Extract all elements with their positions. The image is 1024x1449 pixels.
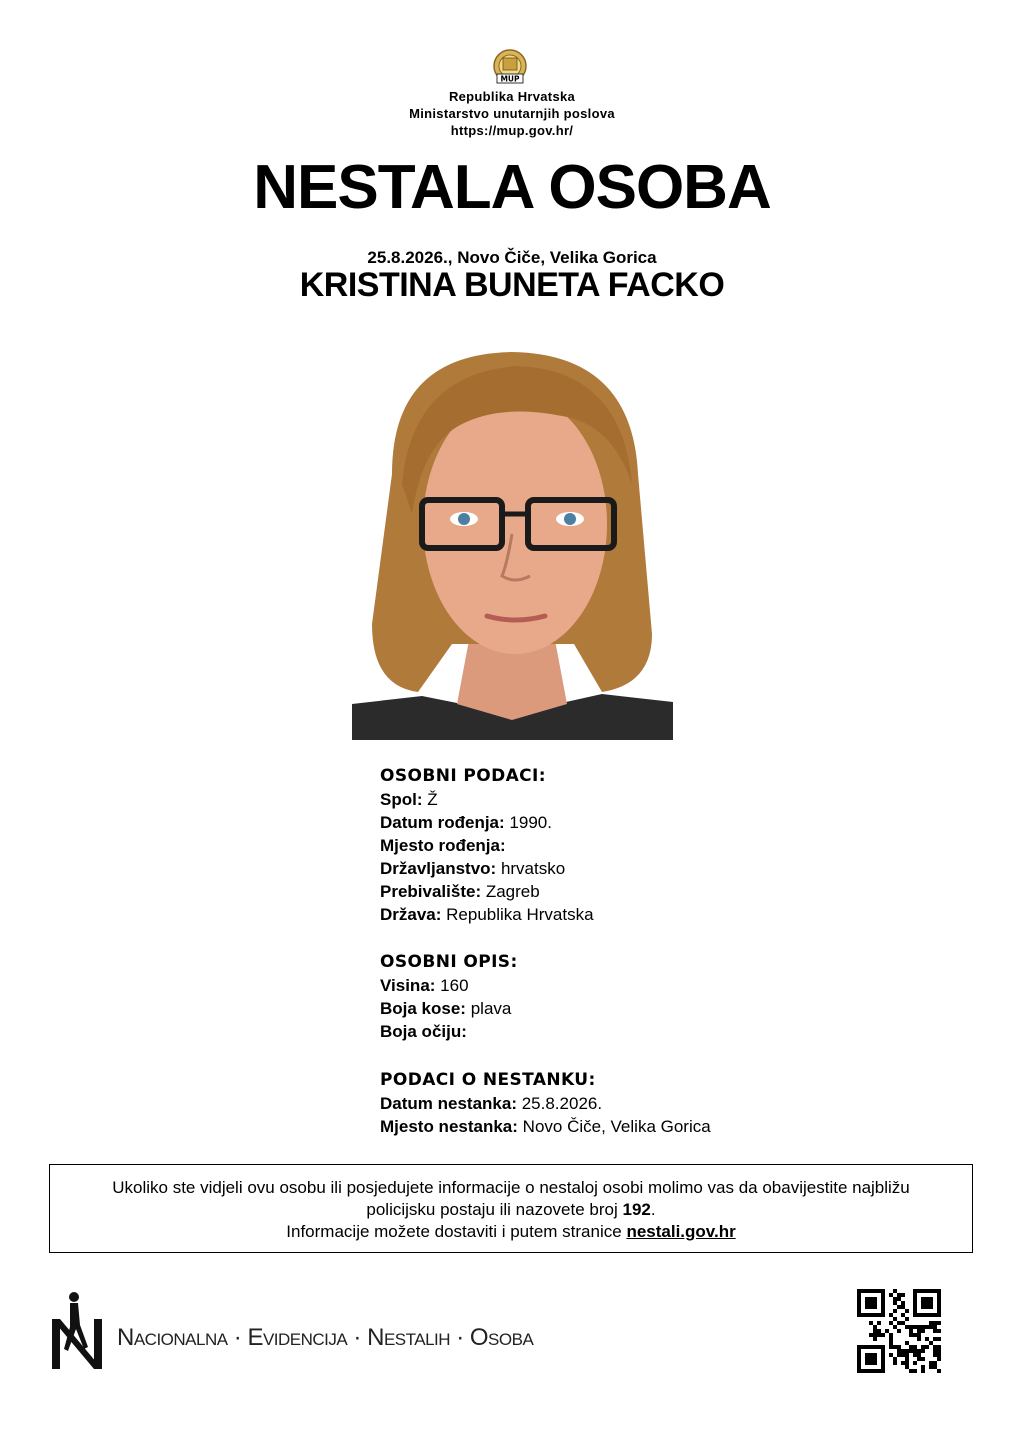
personal-row-citizenship: [380, 857, 594, 880]
row-value: Novo Čiče, Velika Gorica: [522, 1117, 711, 1136]
row-label: Država:: [380, 905, 442, 924]
personal-row-residence: [380, 880, 594, 903]
mup-emblem-icon: [489, 48, 531, 88]
notice-text: Informacije možete dostaviti i putem stranice: [286, 1222, 627, 1241]
person-photo: [352, 324, 673, 740]
svg-text:MUP: MUP: [500, 74, 520, 84]
nestali-link[interactable]: nestali.gov.hr: [626, 1222, 736, 1241]
row-value: 160: [440, 976, 469, 995]
emergency-number: 192: [622, 1200, 651, 1219]
disappearance-title: PODACI O NESTANKU:: [380, 1070, 596, 1090]
header-url[interactable]: https://mup.gov.hr/: [450, 123, 574, 138]
description-row-eyes: [380, 1020, 518, 1043]
wordmark-cap: E: [247, 1324, 263, 1351]
wordmark-cap: O: [469, 1324, 489, 1351]
walking-person-logo-icon: [52, 1291, 102, 1369]
header-ministry: Ministarstvo unutarnjih poslova: [409, 106, 615, 121]
row-label: Visina:: [380, 976, 436, 995]
row-label: Datum rođenja:: [380, 813, 505, 832]
notice-line-3: [50, 1221, 972, 1243]
wordmark-separator: ·: [353, 1324, 361, 1351]
personal-row-sex: [380, 788, 594, 811]
row-value: Ž: [427, 790, 438, 809]
wordmark-rest: SOBA: [488, 1330, 534, 1349]
personal-row-birth-date: [380, 811, 594, 834]
personal-data-title: OSOBNI PODACI:: [380, 766, 546, 786]
row-value: Republika Hrvatska: [446, 905, 594, 924]
personal-row-country: [380, 903, 594, 926]
notice-box: [49, 1164, 973, 1253]
page-title: NESTALA OSOBA: [253, 153, 771, 222]
row-label: Spol:: [380, 790, 423, 809]
header-country: Republika Hrvatska: [448, 89, 576, 104]
wordmark-separator: ·: [233, 1324, 242, 1351]
notice-text: policijsku postaju ili nazovete broj: [366, 1200, 623, 1219]
disappearance-row-place: [380, 1115, 711, 1138]
row-value: Zagreb: [485, 882, 540, 901]
wordmark-cap: N: [367, 1324, 384, 1351]
row-value: 25.8.2026.: [521, 1094, 603, 1113]
subtitle-date-place: 25.8.2026., Novo Čiče, Velika Gorica: [367, 248, 657, 267]
description-title: OSOBNI OPIS:: [380, 952, 518, 972]
row-label: Prebivalište:: [380, 882, 482, 901]
notice-line-2: [50, 1199, 972, 1221]
personal-row-birth-place: [380, 834, 594, 857]
disappearance-section: [380, 1069, 711, 1138]
notice-text: .: [650, 1200, 656, 1219]
notice-line-1: Ukoliko ste vidjeli ovu osobu ili posjedujete informacije o nestaloj osobi molimo vas da obavijestite najbližu: [112, 1178, 910, 1197]
description-row-height: [380, 974, 518, 997]
row-value: hrvatsko: [500, 859, 566, 878]
row-label: Boja kose:: [380, 999, 466, 1018]
wordmark-rest: ACIONALNA: [133, 1330, 228, 1349]
description-section: [380, 951, 518, 1043]
personal-data-section: [380, 765, 594, 926]
nemo-wordmark: [117, 1324, 533, 1352]
disappearance-row-date: [380, 1092, 711, 1115]
wordmark-rest: ESTALIH: [383, 1330, 451, 1349]
wordmark-rest: VIDENCIJA: [262, 1330, 348, 1349]
wordmark-cap: N: [117, 1324, 134, 1351]
row-value: plava: [470, 999, 512, 1018]
qr-code-icon[interactable]: [856, 1289, 942, 1373]
person-name: KRISTINA BUNETA FACKO: [299, 266, 725, 304]
row-label: Datum nestanka:: [380, 1094, 517, 1113]
row-label: Boja očiju:: [380, 1022, 467, 1041]
row-label: Mjesto rođenja:: [380, 836, 506, 855]
row-label: Mjesto nestanka:: [380, 1117, 518, 1136]
description-row-hair: [380, 997, 518, 1020]
wordmark-separator: ·: [456, 1324, 464, 1351]
row-value: 1990.: [509, 813, 552, 832]
row-label: Državljanstvo:: [380, 859, 497, 878]
